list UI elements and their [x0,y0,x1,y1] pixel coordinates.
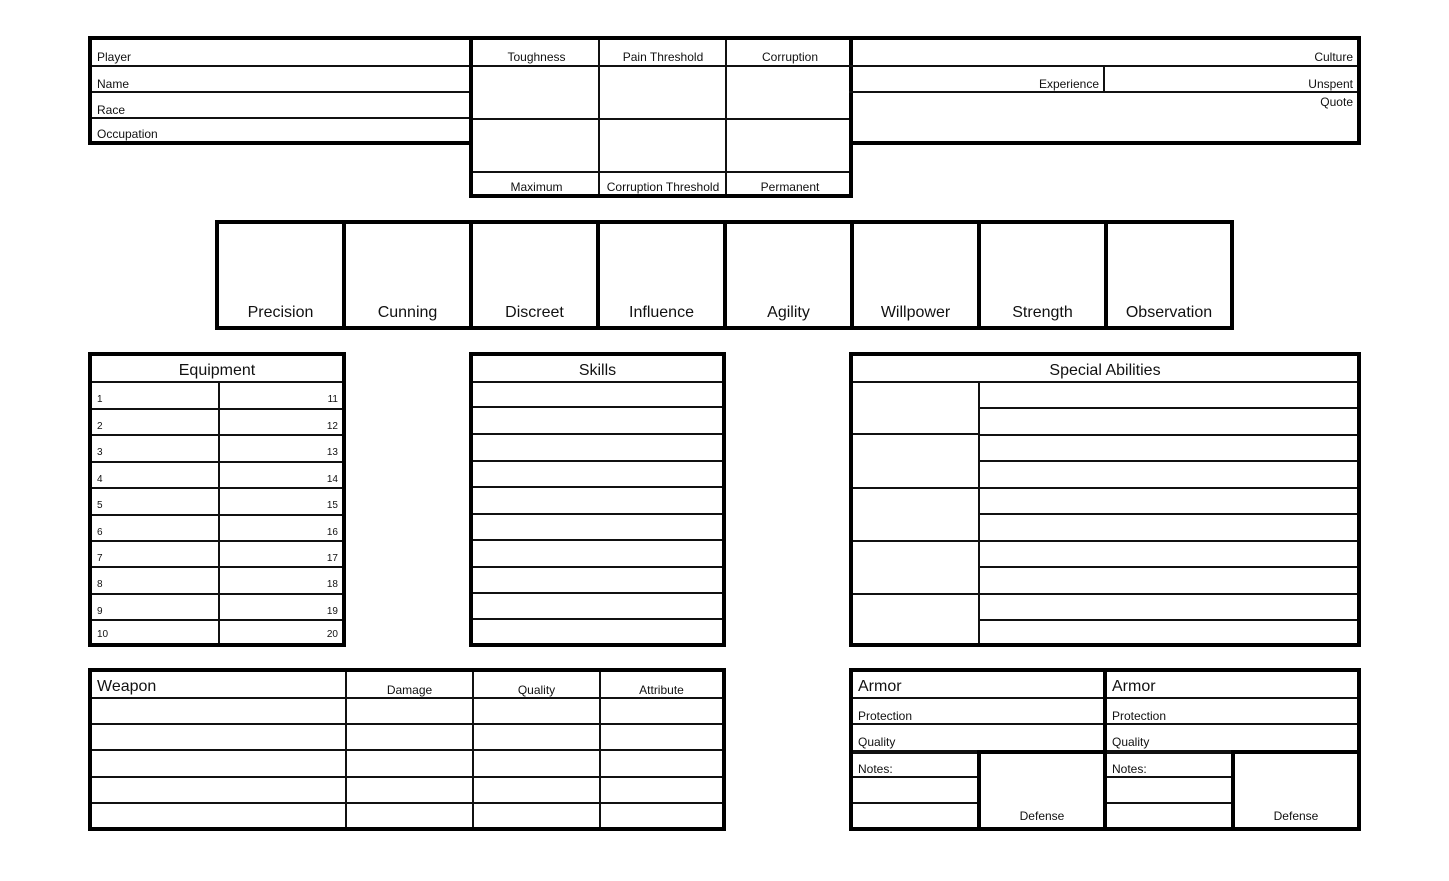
skill-row-3[interactable] [473,435,722,462]
slot-number: 6 [97,527,103,538]
equipment-slot-9[interactable] [92,595,218,619]
slot-number: 16 [326,527,338,538]
skill-row-4[interactable] [473,462,722,488]
special-abilities-box [849,352,1361,647]
culture-field[interactable] [849,40,1357,65]
toughness-label: Toughness [507,50,566,64]
player-label: Player [97,50,132,64]
attribute-willpower[interactable] [850,220,981,330]
slot-number: 19 [326,606,338,617]
attribute-label: Influence [629,304,694,321]
ability-desc-row[interactable] [980,436,1357,462]
equipment-slot-1[interactable] [92,383,218,408]
armor-title: Armor [1112,678,1156,695]
attribute-label: Willpower [880,304,951,321]
pain-threshold-value[interactable] [600,67,725,118]
vitals-box [469,36,853,198]
slot-number: 7 [97,553,103,564]
ability-name-3[interactable] [853,489,978,542]
slot-number: 14 [326,474,338,485]
attribute-precision[interactable] [215,220,346,330]
equipment-slot-17[interactable] [220,542,342,566]
attribute-label: Strength [1012,304,1073,321]
equipment-slot-4[interactable] [92,463,218,487]
armor-box-2 [1103,668,1361,831]
ability-desc-row[interactable] [980,489,1357,515]
armor-protection-field[interactable] [1107,699,1357,723]
permanent-label: Permanent [760,180,820,194]
divider [473,171,849,173]
attribute-label: Discreet [505,304,564,321]
experience-label: Experience [1038,77,1099,91]
identity-box [88,36,473,145]
background-box [849,36,1361,145]
culture-label: Culture [1314,50,1353,64]
equipment-slot-7[interactable] [92,542,218,566]
corruption-threshold-value[interactable] [600,120,725,171]
maximum-label: Maximum [510,180,563,194]
skill-row-8[interactable] [473,568,722,594]
unspent-label: Unspent [1308,77,1353,91]
weapon-header: Weapon [97,678,157,695]
notes-label: Notes: [1112,762,1147,776]
slot-number: 2 [97,421,103,432]
ability-desc-row[interactable] [980,595,1357,621]
maximum-value[interactable] [473,120,598,171]
weapon-row-5[interactable] [92,804,722,827]
slot-number: 12 [326,421,338,432]
corruption-value[interactable] [727,67,849,118]
skills-title: Skills [578,362,617,379]
pain-threshold-label: Pain Threshold [622,50,704,64]
quality-header: Quality [517,683,556,697]
unspent-field[interactable] [1105,67,1357,91]
armor-quality-field[interactable] [1107,725,1357,750]
attribute-label: Precision [247,304,314,321]
equipment-slot-15[interactable] [220,489,342,514]
skill-row-9[interactable] [473,594,722,620]
defense-box[interactable] [977,750,1107,831]
equipment-slot-19[interactable] [220,595,342,619]
attribute-label: Observation [1125,304,1213,321]
damage-header: Damage [386,683,433,697]
corruption-label: Corruption [761,50,819,64]
attribute-label: Cunning [377,304,438,321]
equipment-slot-6[interactable] [92,516,218,540]
weapon-row-4[interactable] [92,778,722,802]
quality-label: Quality [1112,735,1150,749]
experience-field[interactable] [849,67,1103,91]
slot-number: 13 [326,447,338,458]
slot-number: 15 [326,500,338,511]
race-label: Race [97,103,126,117]
armor-quality-field[interactable] [853,725,1103,750]
equipment-slot-5[interactable] [92,489,218,514]
slot-number: 3 [97,447,103,458]
slot-number: 9 [97,606,103,617]
slot-number: 4 [97,474,103,485]
attribute-influence[interactable] [596,220,727,330]
attribute-observation[interactable] [1104,220,1234,330]
equipment-slot-2[interactable] [92,410,218,434]
name-label: Name [97,77,130,91]
ability-desc-row[interactable] [980,409,1357,436]
attribute-label: Agility [767,304,810,321]
quote-label: Quote [1320,95,1353,109]
armor-title: Armor [858,678,902,695]
slot-number: 20 [326,629,338,640]
special-abilities-title: Special Abilities [1049,362,1161,379]
player-field[interactable] [92,40,473,65]
toughness-value[interactable] [473,67,598,118]
occupation-field[interactable] [92,119,473,143]
ability-desc-row[interactable] [980,568,1357,595]
attribute-agility[interactable] [723,220,854,330]
armor-notes-field[interactable] [1107,754,1231,827]
defense-label: Defense [1019,809,1065,823]
equipment-title: Equipment [178,362,256,379]
protection-label: Protection [858,709,913,723]
skills-box [469,352,726,647]
equipment-slot-16[interactable] [220,516,342,540]
defense-label: Defense [1273,809,1319,823]
protection-label: Protection [1112,709,1167,723]
equipment-slot-12[interactable] [220,410,342,434]
ability-name-2[interactable] [853,436,978,489]
slot-number: 10 [97,629,109,640]
ability-desc-row[interactable] [980,542,1357,568]
attribute-header: Attribute [639,683,684,697]
notes-label: Notes: [858,762,893,776]
quality-label: Quality [858,735,896,749]
skill-row-7[interactable] [473,541,722,568]
equipment-slot-11[interactable] [220,383,342,408]
armor-protection-field[interactable] [853,699,1103,723]
weapon-row-1[interactable] [92,699,722,723]
ability-desc-row[interactable] [980,515,1357,542]
slot-number: 18 [326,579,338,590]
ability-name-5[interactable] [853,595,978,643]
skill-row-6[interactable] [473,515,722,541]
ability-name-1[interactable] [853,383,978,435]
equipment-slot-8[interactable] [92,568,218,593]
slot-number: 8 [97,579,103,590]
race-field[interactable] [92,93,473,117]
defense-box[interactable] [1231,750,1361,831]
armor-box-1 [849,668,1107,831]
slot-number: 1 [97,394,103,405]
attributes-row [215,220,1234,330]
armor-notes-field[interactable] [853,754,977,827]
weapon-row-2[interactable] [92,725,722,749]
ability-desc-row[interactable] [980,383,1357,409]
equipment-slot-10[interactable] [92,621,218,643]
weapons-table [88,668,726,831]
ability-desc-row[interactable] [980,462,1357,489]
skill-row-2[interactable] [473,409,722,435]
equipment-slot-3[interactable] [92,436,218,461]
skill-row-10[interactable] [473,620,722,643]
equipment-slot-18[interactable] [220,568,342,593]
attribute-cunning[interactable] [342,220,473,330]
occupation-label: Occupation [97,127,158,141]
corruption-threshold-label: Corruption Threshold [606,180,720,194]
equipment-slot-20[interactable] [220,621,342,643]
slot-number: 17 [326,553,338,564]
slot-number: 5 [97,500,103,511]
equipment-slot-13[interactable] [220,436,342,461]
attribute-strength[interactable] [977,220,1108,330]
equipment-box [88,352,346,647]
ability-desc-row[interactable] [980,621,1357,643]
permanent-value[interactable] [727,120,849,171]
skill-row-5[interactable] [473,488,722,515]
attribute-discreet[interactable] [469,220,600,330]
weapon-row-3[interactable] [92,751,722,776]
slot-number: 11 [327,394,338,405]
equipment-slot-14[interactable] [220,463,342,487]
name-field[interactable] [92,67,473,91]
ability-name-4[interactable] [853,542,978,595]
skill-row-1[interactable] [473,383,722,408]
quote-field[interactable] [849,93,1357,141]
